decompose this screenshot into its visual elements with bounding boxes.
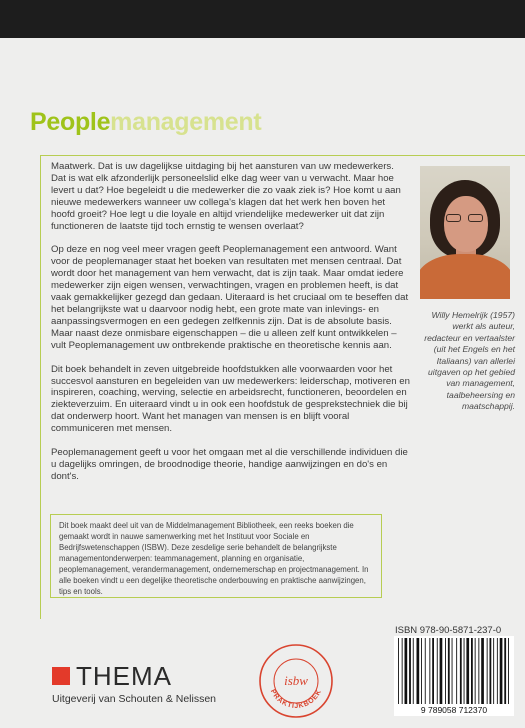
- barcode-digits: 9 789058 712370: [420, 705, 488, 715]
- blurb-text: [51, 161, 411, 495]
- book-title: [30, 108, 261, 137]
- publisher-block: [52, 663, 216, 705]
- title-part-management: management: [110, 108, 262, 136]
- thema-logo: [52, 663, 216, 689]
- isbw-logo-text: isbw: [284, 673, 308, 688]
- thema-square-icon: [52, 667, 70, 685]
- thema-wordmark: THEMA: [76, 661, 172, 691]
- title-part-people: People: [30, 108, 111, 136]
- author-caption: Willy Hemelrijk (1957) werkt als auteur, redacteur en vertaalster (uit het Engels en het Italiaans) van allerlei uitgaven op het gebied van management, taalbeheersing en maatschappij.: [424, 310, 515, 412]
- isbw-logo-icon: [256, 641, 336, 721]
- publisher-name: Uitgeverij van Schouten & Nelissen: [52, 693, 217, 705]
- isbn-label: ISBN 978-90-5871-237-0: [395, 625, 502, 636]
- blurb-paragraph-4: Peoplemanagement geeft u voor het omgaan met al die verschillende individuen die u dagelijks omringen, de broodnodige theorie, handige aanwijzingen en do's en dont's.: [51, 447, 408, 482]
- blurb-paragraph-3: Dit boek behandelt in zeven uitgebreide hoofdstukken alle voorwaarden voor het succesvol aansturen en begeleiden van uw medewerkers: leiderschap, motiveren en inspireren, coaching, werving, selectie en arbeidsrecht, functioneren, beoordelen en ziekteverzuim. En uiteraard vindt u in ook een hoofdstuk de gesprekstechniek die bij dat onderwerp hoort. Want het managen van mensen is en blijft vooral communiceren met mensen.: [51, 363, 410, 435]
- author-photo: [420, 166, 510, 299]
- barcode-icon: [394, 636, 514, 716]
- top-dark-band: [0, 0, 525, 38]
- blurb-paragraph-1: Maatwerk. Dat is uw dagelijkse uitdaging bij het aansturen van uw medewerkers. Dat is wat elk afzonderlijk personeelslid elke dag weer van u verwacht. Maar hoe levert u dat? Hoe begeleidt u die medewerker die zo vaak ziek is? Hoe komt u aan nieuwe medewerkers wanneer uw collega's klagen dat het werk hen boven het hoofd groeit? Hoe legt u die loyale en altijd vriendelijke medewerker uit dat zijn functioneren de laatste tijd toch ernstig te wensen overlaat?: [51, 161, 401, 232]
- blurb-paragraph-2: Op deze en nog veel meer vragen geeft Peoplemanagement een antwoord. Want voor de peoplemanager staat het boeken van resultaten met mensen centraal. Dat wordt door het management van hem verwacht, dat is zijn taak. Maar omdat iedere medewerker zijn eigen wensen, verwachtingen, vragen en problemen heeft, is dat vaak gemakkelijker gezegd dan gedaan. Uiteraard is het cruciaal om te beseffen dat het belangrijkste wat u daarvoor nodig hebt, een grote mate van inlevings- en aanpassingsvermogen en een gedegen zelfkennis zijn. Dat is de absolute basis. Maar naast deze onmisbare eigenschappen – die u alleen zelf kunt ontwikkelen – vult Peoplemanagement uw ontbrekende praktische en theoretische kennis aan.: [51, 244, 409, 351]
- series-info-box: Dit boek maakt deel uit van de Middelmanagement Bibliotheek, een reeks boeken die gemaakt wordt in nauwe samenwerking met het Instituut voor Sociale en Bedrijfswetenschappen (ISBW). Deze zesdelige serie behandelt de belangrijkste managementonderwerpen: teammanagement, planning en organisatie, peoplemanagement, verandermanagement, ondernemerschap en projectmanagement. In alle boeken vindt u een degelijke theoretische onderbouwing en praktische aanwijzingen, tips en tools.: [50, 514, 382, 598]
- isbw-ring-text: PRAKTIJKBOEK: [268, 688, 324, 711]
